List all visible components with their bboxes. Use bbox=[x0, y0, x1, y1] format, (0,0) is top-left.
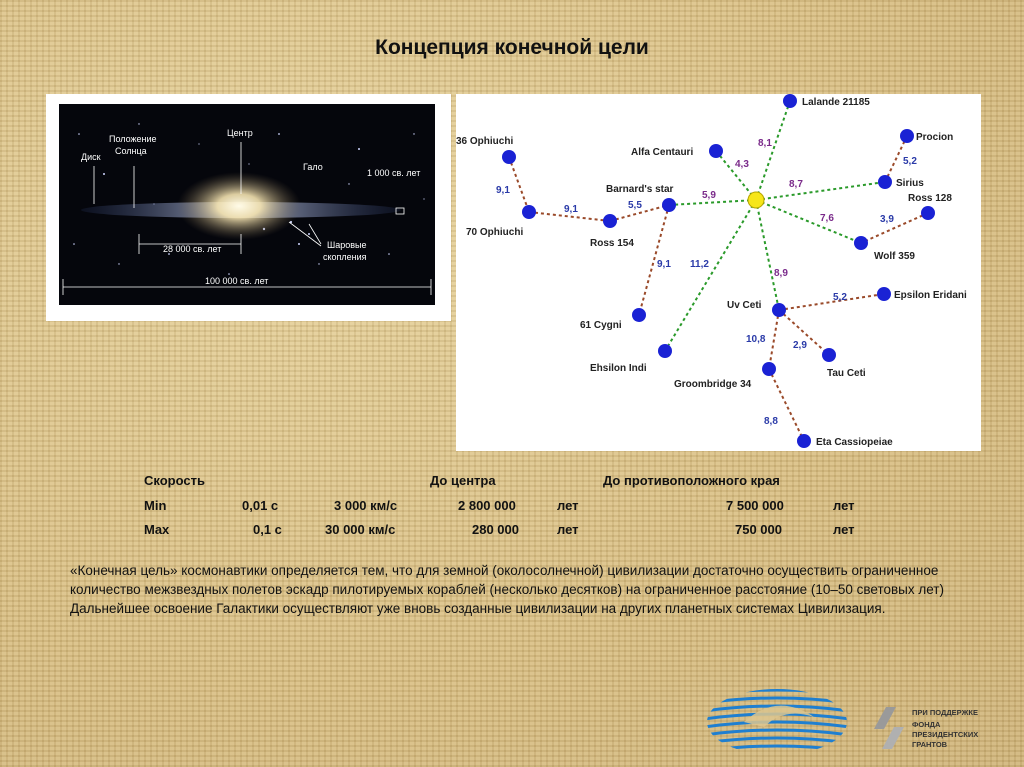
label-alfa: Alfa Centauri bbox=[631, 147, 694, 158]
dist-ophiuchi: 9,1 bbox=[496, 185, 510, 196]
label-ehsilon: Ehsilon Indi bbox=[590, 363, 647, 374]
star-70-ophiuchi bbox=[522, 205, 536, 219]
star-wolf359 bbox=[854, 236, 868, 250]
dist-ross128-wolf: 3,9 bbox=[880, 214, 894, 225]
label-eta: Eta Cassiopeiae bbox=[816, 437, 893, 448]
ly-100000-label: 100 000 св. лет bbox=[205, 276, 269, 286]
row-min-c: 0,01 с bbox=[242, 498, 279, 513]
sun-marker bbox=[748, 192, 764, 208]
label-70-ophiuchi: 70 Ophiuchi bbox=[466, 227, 524, 238]
star-lalande bbox=[783, 94, 797, 108]
star-map bbox=[456, 94, 981, 451]
row-max-center: 280 000 bbox=[472, 522, 519, 537]
dist-uv-epsilon: 5,2 bbox=[833, 292, 847, 303]
label-wolf: Wolf 359 bbox=[874, 251, 915, 262]
label-procion: Procion bbox=[916, 132, 954, 143]
dist-sirius: 8,7 bbox=[789, 179, 803, 190]
dist-ross128: 7,6 bbox=[820, 213, 834, 224]
label-36-ophiuchi: 36 Ophiuchi bbox=[456, 136, 514, 147]
row-min-unit2: лет bbox=[833, 498, 855, 513]
label-ross128: Ross 128 bbox=[908, 193, 952, 204]
row-min-kms: 3 000 км/с bbox=[334, 498, 398, 513]
globular-label: Шаровые bbox=[327, 240, 367, 250]
label-epsilon-eridani: Epsilon Eridani bbox=[894, 290, 967, 301]
star-ross128 bbox=[921, 206, 935, 220]
header-speed: Скорость bbox=[144, 473, 205, 488]
ly-28000-label: 28 000 св. лет bbox=[163, 244, 222, 254]
sun-position-label-2: Солнца bbox=[115, 146, 147, 156]
star-procion bbox=[900, 129, 914, 143]
dist-barnard-ross154: 5,5 bbox=[628, 200, 642, 211]
sun-position-label: Положение bbox=[109, 134, 157, 144]
dist-procion-sirius: 5,2 bbox=[903, 156, 917, 167]
star-61-cygni bbox=[632, 308, 646, 322]
dist-uv-groombridge: 10,8 bbox=[746, 334, 766, 345]
row-min-unit1: лет bbox=[557, 498, 579, 513]
row-max-label: Max bbox=[144, 522, 170, 537]
star-tau-ceti bbox=[822, 348, 836, 362]
label-tau-ceti: Tau Ceti bbox=[827, 368, 866, 379]
star-markers bbox=[502, 94, 935, 448]
row-min-label: Min bbox=[144, 498, 167, 513]
star-36-ophiuchi bbox=[502, 150, 516, 164]
dist-lalande: 8,1 bbox=[758, 138, 772, 149]
star-eta-cassiopeiae bbox=[797, 434, 811, 448]
row-min-edge: 7 500 000 bbox=[726, 498, 784, 513]
dist-groombridge-eta: 8,8 bbox=[764, 416, 778, 427]
halo-label: Гало bbox=[303, 162, 323, 172]
center-label: Центр bbox=[227, 128, 253, 138]
label-61-cygni: 61 Cygni bbox=[580, 320, 622, 331]
fund-line2: ФОНДА bbox=[912, 720, 941, 729]
fund-line1: ПРИ ПОДДЕРЖКЕ bbox=[912, 708, 978, 717]
row-max-unit1: лет bbox=[557, 522, 579, 537]
fund-line4: ГРАНТОВ bbox=[912, 740, 948, 749]
header-to-center: До центра bbox=[430, 473, 496, 488]
row-max-edge: 750 000 bbox=[735, 522, 782, 537]
body-paragraph: «Конечная цель» космонавтики определяется тем, что для земной (околосолнечной) цивилизации достаточно осуществить ограниченное количество межзвездных полетов эскадр пилотируемых кораблей (несколько десятков) на ограниченное расстояние (10–50 световых лет) Дальнейшее освоение Галактики осуществляют уже вновь созданные цивилизации на других планетных системах Цивилизация. bbox=[70, 563, 944, 616]
disk-label: Диск bbox=[81, 152, 101, 162]
star-sirius bbox=[878, 175, 892, 189]
dist-ross154-ophiuchi: 9,1 bbox=[564, 204, 578, 215]
header-to-edge: До противоположного края bbox=[603, 473, 780, 488]
brown-links bbox=[509, 136, 928, 441]
star-uv-ceti bbox=[772, 303, 786, 317]
label-ross154: Ross 154 bbox=[590, 238, 634, 249]
page-title: Концепция конечной цели bbox=[375, 36, 649, 59]
dist-uvceti: 8,9 bbox=[774, 268, 788, 279]
galaxy-image bbox=[59, 104, 435, 305]
label-barnard: Barnard's star bbox=[606, 184, 674, 195]
globe-logo bbox=[704, 687, 850, 757]
star-barnard bbox=[662, 198, 676, 212]
row-max-c: 0,1 с bbox=[253, 522, 282, 537]
row-max-kms: 30 000 км/с bbox=[325, 522, 396, 537]
row-max-unit2: лет bbox=[833, 522, 855, 537]
globular-label-2: скопления bbox=[323, 252, 367, 262]
label-groombridge: Groombridge 34 bbox=[674, 379, 752, 390]
fund-line3: ПРЕЗИДЕНТСКИХ bbox=[912, 730, 979, 739]
label-sirius: Sirius bbox=[896, 178, 924, 189]
dist-barnard: 5,9 bbox=[702, 190, 716, 201]
star-ehsilon-indi bbox=[658, 344, 672, 358]
dist-uv-tau: 2,9 bbox=[793, 340, 807, 351]
star-ross154 bbox=[603, 214, 617, 228]
galaxy-core bbox=[177, 172, 301, 240]
dist-barnard-cygni: 9,1 bbox=[657, 259, 671, 270]
dist-ehsilon: 11,2 bbox=[690, 259, 709, 270]
fund-logo-mark bbox=[874, 707, 896, 729]
star-alfa-centauri bbox=[709, 144, 723, 158]
label-uv-ceti: Uv Ceti bbox=[727, 300, 762, 311]
star-epsilon-eridani bbox=[877, 287, 891, 301]
row-min-center: 2 800 000 bbox=[458, 498, 516, 513]
ly-1000-label: 1 000 св. лет bbox=[367, 168, 421, 178]
star-groombridge bbox=[762, 362, 776, 376]
dist-alfa: 4,3 bbox=[735, 159, 749, 170]
grants-fund-logo bbox=[872, 703, 992, 753]
label-lalande: Lalande 21185 bbox=[802, 97, 870, 108]
